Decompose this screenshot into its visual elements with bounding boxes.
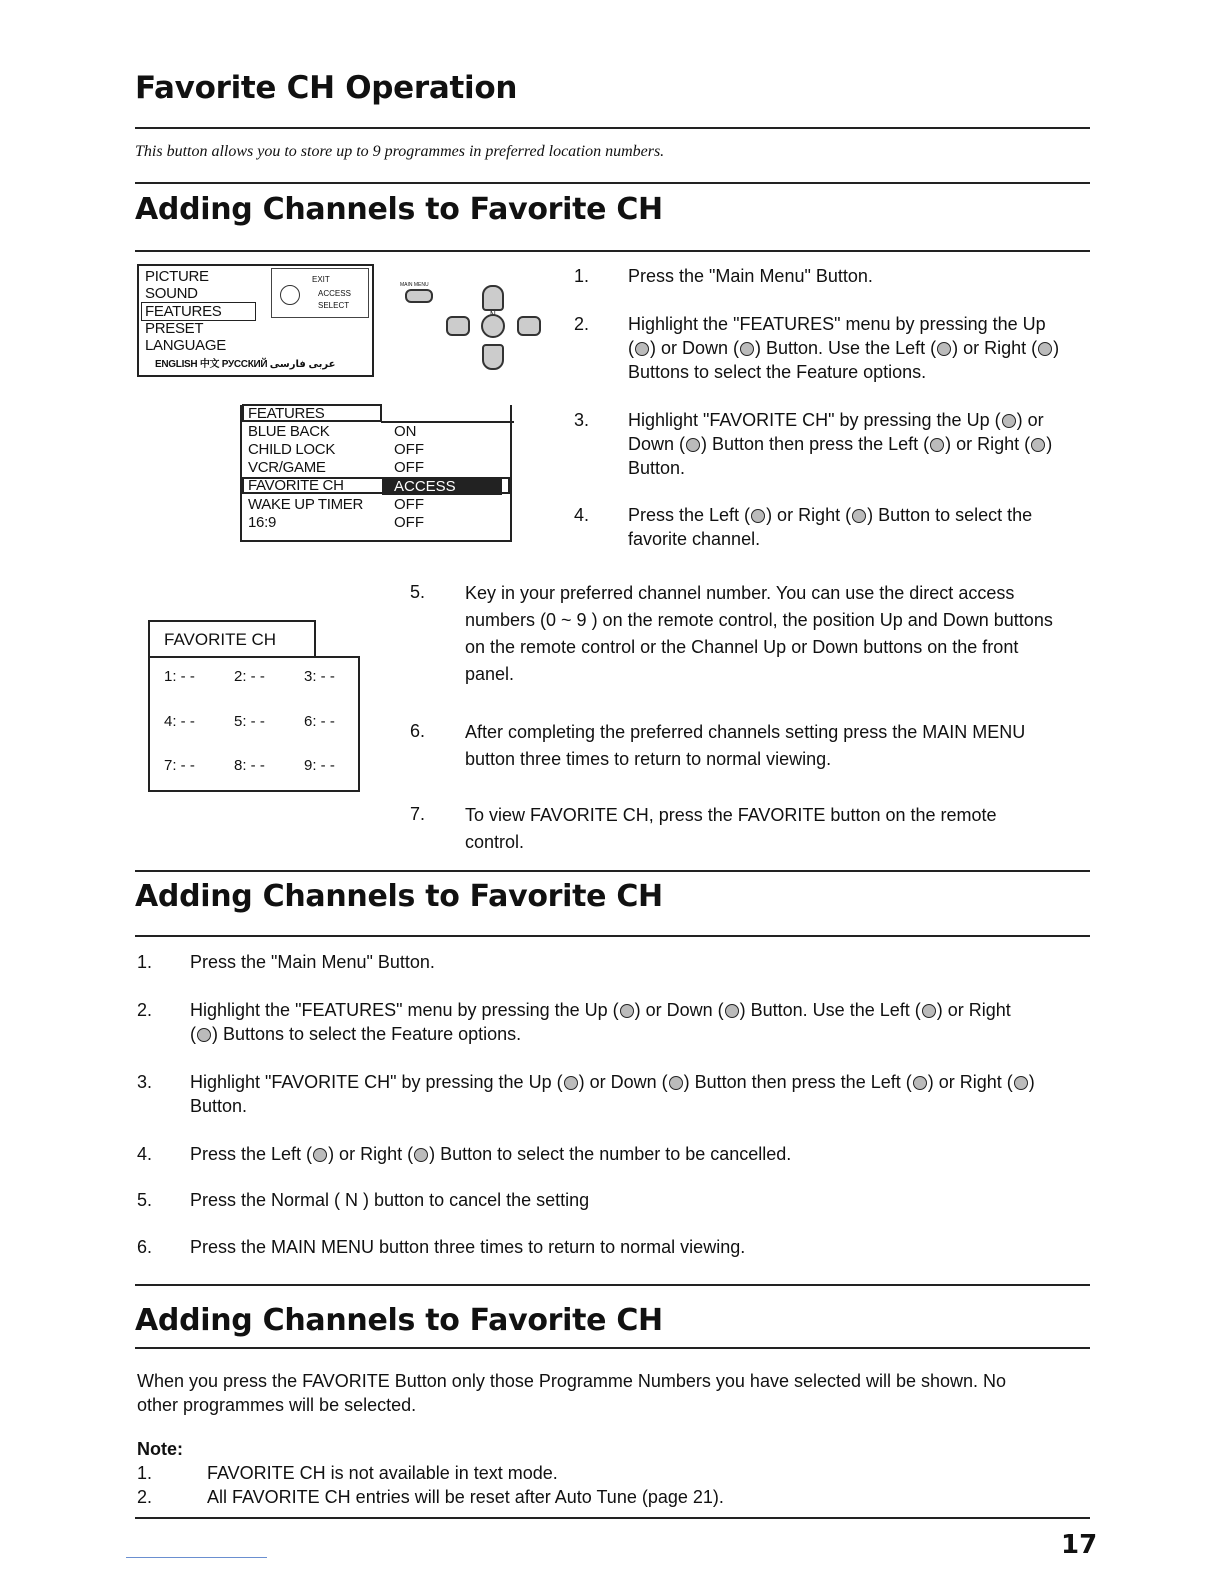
menu-item-language: LANGUAGE — [145, 337, 226, 354]
page-number: 17 — [1061, 1530, 1098, 1560]
step-text: Highlight the "FEATURES" menu by pressing the Up ( ) or Down ( ) Button. Use the Left ( ) or Right ( ) Buttons to select the Feature options. — [190, 1000, 1011, 1044]
right-button-icon — [517, 316, 541, 336]
favorite-box-title: FAVORITE CH — [164, 630, 277, 649]
right-button-symbol-icon — [1014, 1076, 1028, 1090]
step-number: 3. — [137, 1072, 153, 1092]
features-row-label: VCR/GAME — [248, 459, 326, 476]
right-button-symbol-icon — [197, 1028, 211, 1042]
step-number: 6. — [137, 1237, 153, 1257]
language-options: ENGLISH 中文 РУССКИЙ عربى فارسى — [155, 359, 336, 370]
step-number: 6. — [410, 721, 426, 741]
page-title: Favorite CH Operation — [135, 70, 518, 106]
up-button-icon — [482, 285, 504, 311]
left-button-symbol-icon — [930, 438, 944, 452]
favorite-cell: 6: - - — [304, 713, 335, 730]
favorite-cell: 9: - - — [304, 757, 335, 774]
down-button-symbol-icon — [686, 438, 700, 452]
section3-heading: Adding Channels to Favorite CH — [135, 1303, 663, 1338]
features-row-label: WAKE UP TIMER — [248, 496, 364, 513]
features-row-label: BLUE BACK — [248, 423, 330, 440]
step-text: Press the "Main Menu" Button. — [628, 266, 873, 286]
intro-text: This button allows you to store up to 9 programmes in preferred location numbers. — [135, 143, 665, 160]
main-menu-button-icon — [405, 289, 433, 303]
divider — [135, 250, 1090, 252]
divider — [135, 127, 1090, 129]
note-label: Note: — [137, 1439, 183, 1459]
left-button-symbol-icon — [922, 1004, 936, 1018]
divider — [135, 935, 1090, 937]
main-menu-osd — [137, 264, 374, 377]
down-button-symbol-icon — [725, 1004, 739, 1018]
step-number: 4. — [574, 505, 590, 525]
features-row-label: FAVORITE CH — [248, 477, 344, 494]
normal-button-icon — [481, 314, 505, 338]
features-row-value: OFF — [394, 514, 424, 531]
step-text: To view FAVORITE CH, press the FAVORITE button on the remote control. — [465, 805, 997, 852]
remote-main-menu-label: MAIN MENU — [400, 282, 429, 288]
divider — [135, 870, 1090, 872]
right-button-symbol-icon — [1038, 342, 1052, 356]
menu-hint-box — [271, 268, 369, 318]
right-button-symbol-icon — [414, 1148, 428, 1162]
features-title: FEATURES — [248, 405, 325, 422]
step-text: After completing the preferred channels setting press the MAIN MENU button three times to return to normal viewing. — [465, 722, 1026, 769]
right-button-symbol-icon — [852, 509, 866, 523]
step-number: 5. — [137, 1190, 153, 1210]
dpad-icon — [280, 285, 300, 305]
down-button-icon — [482, 344, 504, 370]
left-button-symbol-icon — [913, 1076, 927, 1090]
features-row-value: OFF — [394, 441, 424, 458]
note-text: FAVORITE CH is not available in text mode. — [207, 1463, 558, 1483]
step-number: 1. — [137, 952, 153, 972]
favorite-cell: 7: - - — [164, 757, 195, 774]
favorite-grid — [148, 656, 360, 792]
left-button-icon — [446, 316, 470, 336]
hint-select: SELECT — [318, 301, 350, 310]
up-button-symbol-icon — [1002, 414, 1016, 428]
note-number: 2. — [137, 1487, 153, 1507]
step-text: Key in your preferred channel number. You can use the direct access numbers (0 ~ 9 ) on the remote control, the position Up and Down buttons on the remote control or the Channel Up or Down buttons on the front panel. — [465, 583, 1053, 684]
menu-item-picture: PICTURE — [145, 268, 209, 285]
features-row-value: OFF — [394, 496, 424, 513]
step-text: Highlight "FAVORITE CH" by pressing the Up ( ) or Down ( ) Button then press the Left ( ) or Right ( ) Button. — [628, 410, 1053, 478]
step-number: 2. — [137, 1000, 153, 1020]
step-number: 1. — [574, 266, 590, 286]
favorite-cell: 1: - - — [164, 668, 195, 685]
section1-heading: Adding Channels to Favorite CH — [135, 192, 663, 227]
step-text: Press the Normal ( N ) button to cancel the setting — [190, 1190, 590, 1210]
left-button-symbol-icon — [313, 1148, 327, 1162]
favorite-cell: 5: - - — [234, 713, 265, 730]
right-button-symbol-icon — [1031, 438, 1045, 452]
step-text: Press the MAIN MENU button three times to return to normal viewing. — [190, 1237, 746, 1257]
step-number: 2. — [574, 314, 590, 334]
features-row-label: CHILD LOCK — [248, 441, 336, 458]
favorite-cell: 2: - - — [234, 668, 265, 685]
step-text: Press the Left ( ) or Right ( ) Button to select the number to be cancelled. — [190, 1144, 792, 1164]
step-number: 7. — [410, 804, 426, 824]
section2-heading: Adding Channels to Favorite CH — [135, 879, 663, 914]
hint-access: ACCESS — [318, 289, 351, 298]
features-row-label: 16:9 — [248, 514, 276, 531]
menu-item-sound: SOUND — [145, 285, 198, 302]
step-text: Highlight "FAVORITE CH" by pressing the Up ( ) or Down ( ) Button then press the Left ( ) or Right ( ) Button. — [190, 1072, 1035, 1116]
divider — [135, 1517, 1090, 1519]
favorite-cell: 8: - - — [234, 757, 265, 774]
note-number: 1. — [137, 1463, 153, 1483]
favorite-cell: 3: - - — [304, 668, 335, 685]
hint-exit: EXIT — [312, 275, 330, 284]
step-number: 3. — [574, 410, 590, 430]
divider — [135, 1347, 1090, 1349]
up-button-symbol-icon — [564, 1076, 578, 1090]
left-button-symbol-icon — [937, 342, 951, 356]
step-text: Press the Left ( ) or Right ( ) Button to select the favorite channel. — [628, 505, 1033, 549]
left-button-symbol-icon — [751, 509, 765, 523]
menu-item-features: FEATURES — [141, 302, 256, 321]
divider — [135, 1284, 1090, 1286]
step-number: 4. — [137, 1144, 153, 1164]
step-number: 5. — [410, 582, 426, 602]
menu-item-preset: PRESET — [145, 320, 204, 337]
step-text: Highlight the "FEATURES" menu by pressing the Up ( ) or Down ( ) Button. Use the Left ( ) or Right ( ) Buttons to select the Feature options. — [628, 314, 1060, 382]
down-button-symbol-icon — [740, 342, 754, 356]
favorite-cell: 4: - - — [164, 713, 195, 730]
features-menu-osd — [240, 405, 512, 542]
divider — [135, 182, 1090, 184]
up-button-symbol-icon — [620, 1004, 634, 1018]
features-row-value: ON — [394, 423, 417, 440]
note-text: All FAVORITE CH entries will be reset after Auto Tune (page 21). — [207, 1487, 724, 1507]
features-row-value: OFF — [394, 459, 424, 476]
down-button-symbol-icon — [669, 1076, 683, 1090]
up-button-symbol-icon — [635, 342, 649, 356]
footer-line — [126, 1557, 267, 1558]
features-row-value-highlighted: ACCESS — [382, 478, 502, 495]
step-text: Press the "Main Menu" Button. — [190, 952, 435, 972]
section3-paragraph: When you press the FAVORITE Button only those Programme Numbers you have selected will be shown. No other programmes will be selected. — [137, 1371, 1007, 1415]
